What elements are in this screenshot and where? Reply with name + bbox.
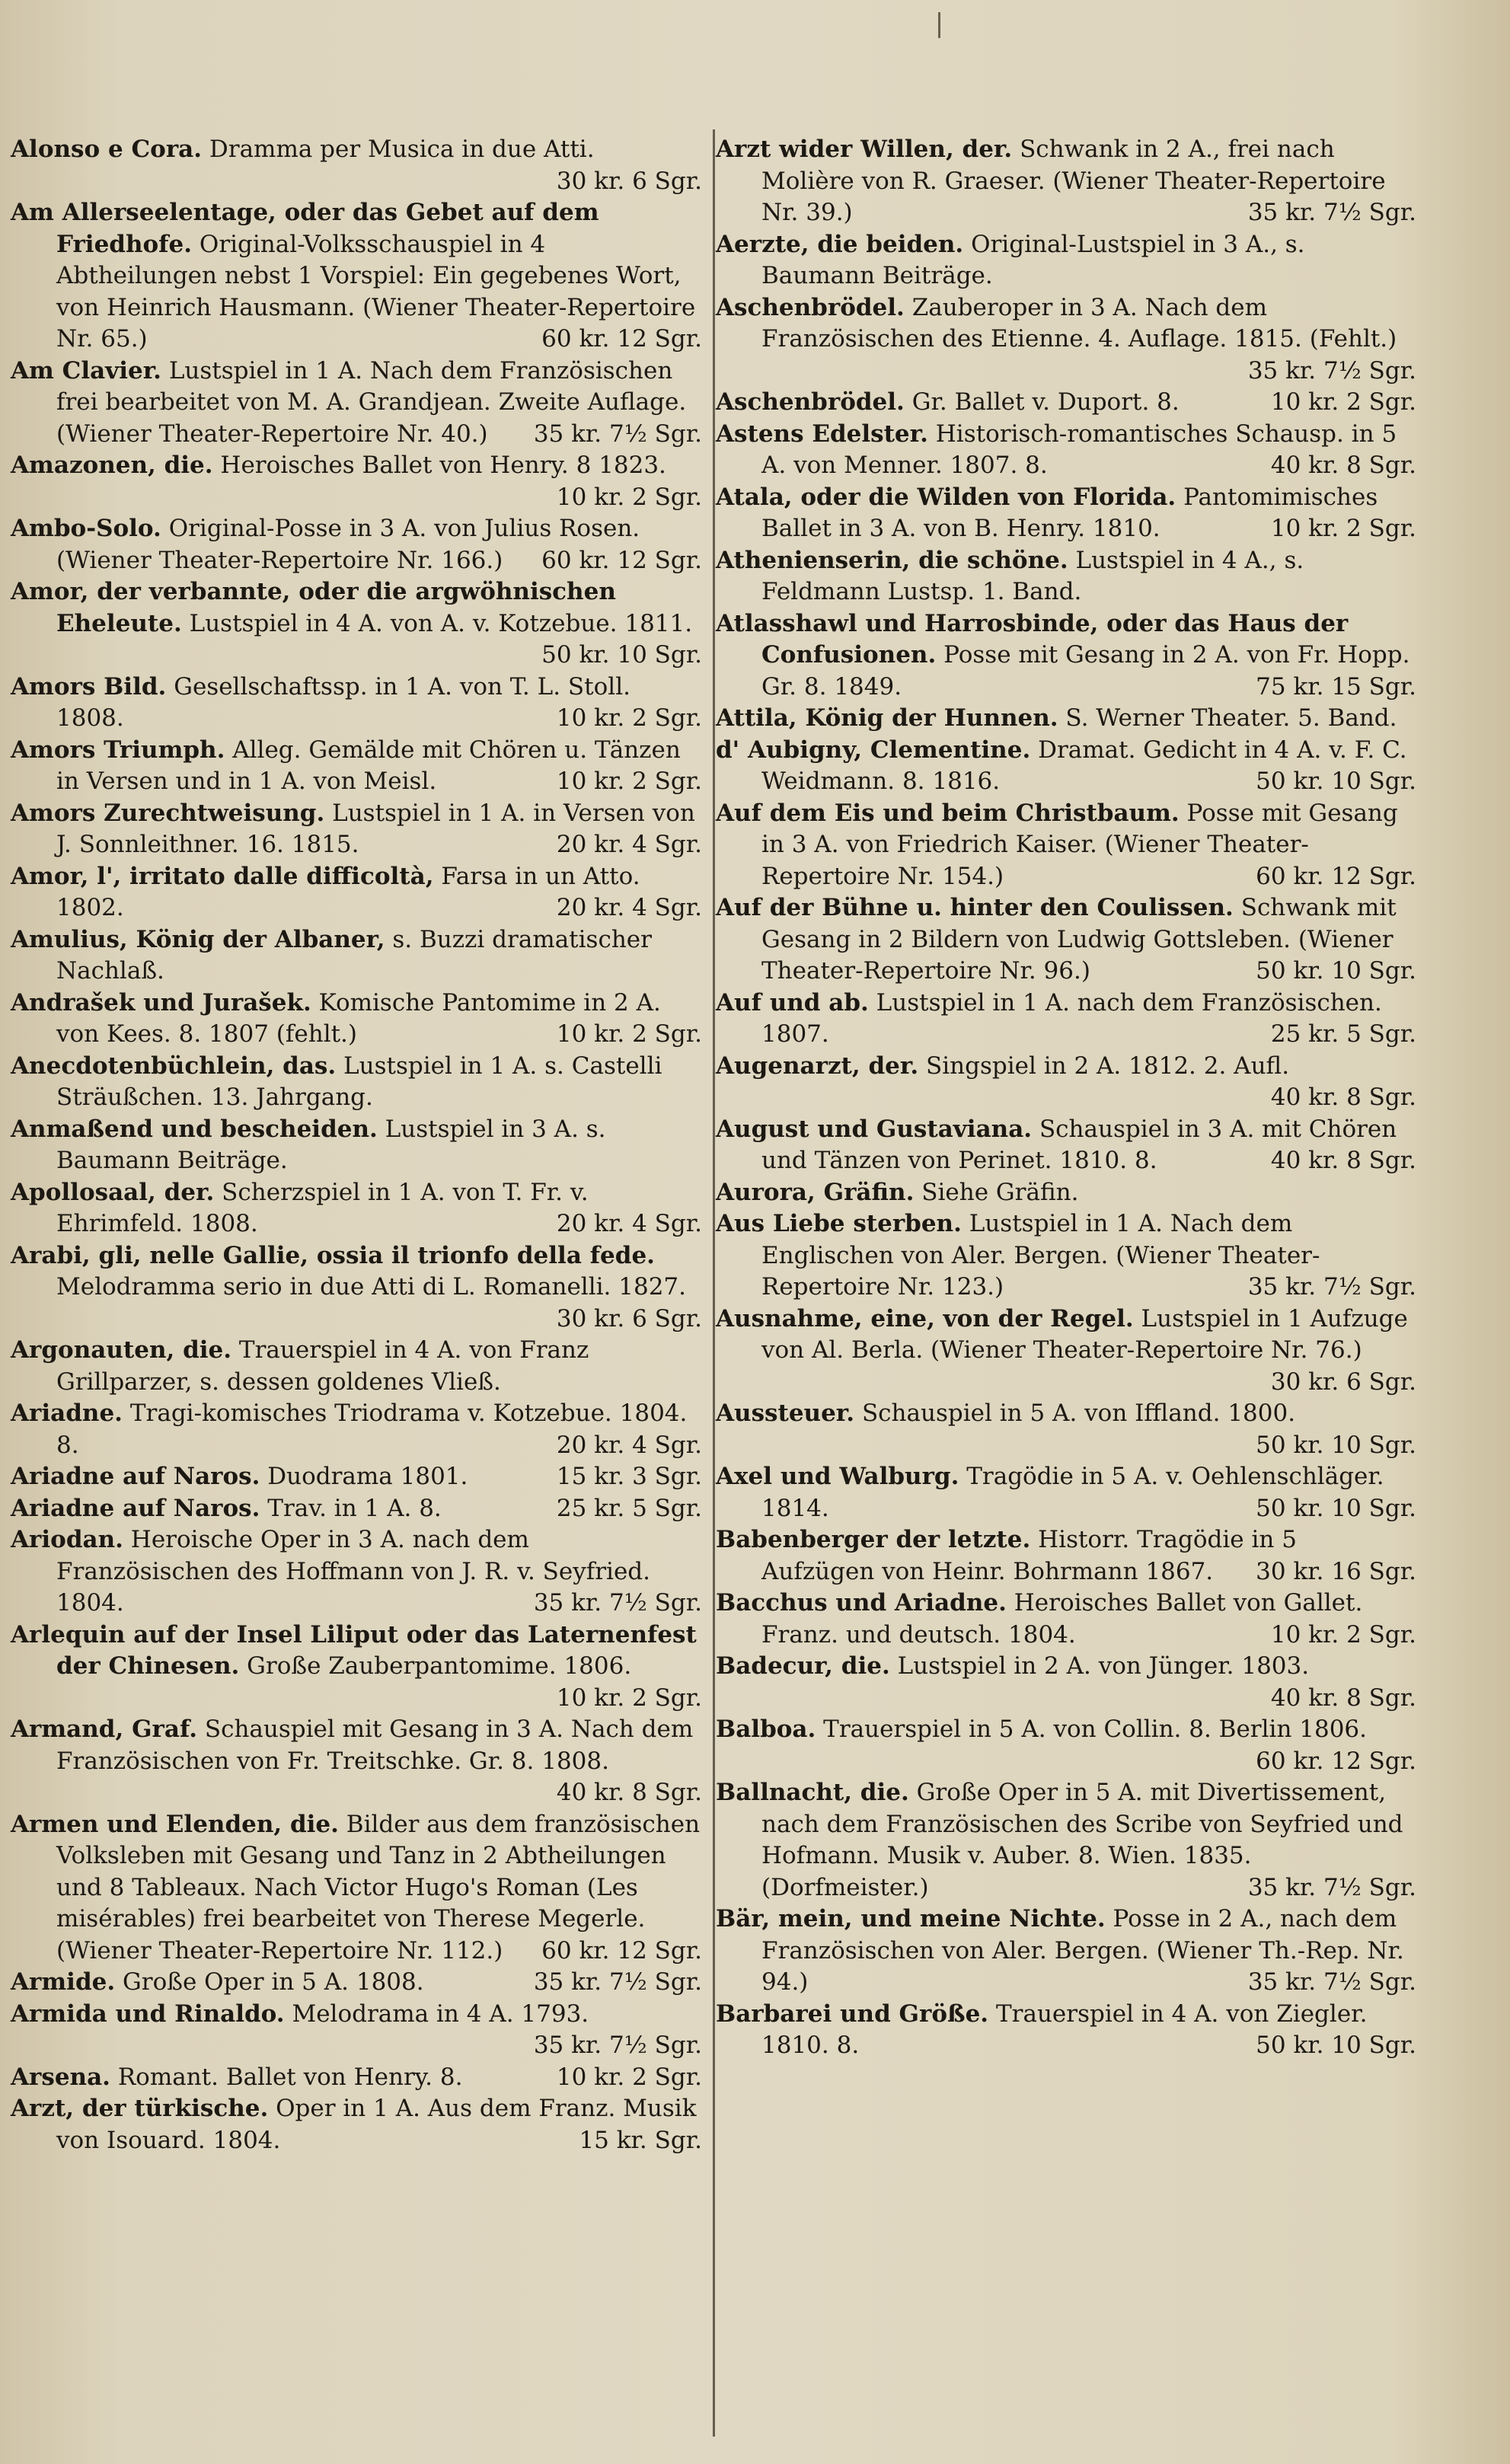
entry-title: Armand, Graf.: [11, 1716, 197, 1743]
entry-price: 50 kr. 10 Sgr.: [1256, 1494, 1416, 1522]
entry-title: Ausnahme, eine, von der Regel.: [716, 1304, 1134, 1333]
entry-description: Duodrama 1801.: [260, 1463, 468, 1490]
catalog-entry: [716, 545, 1416, 608]
entry-price: 50 kr. 10 Sgr.: [1256, 768, 1416, 795]
entry-price: 35 kr. 7½ Sgr.: [1247, 199, 1416, 226]
catalog-entry: [11, 1461, 702, 1493]
entry-price: 50 kr. 10 Sgr.: [1256, 1431, 1416, 1459]
entry-price: 30 kr. 6 Sgr.: [1270, 1368, 1416, 1396]
catalog-entry: [11, 1335, 702, 1398]
entry-description: Singspiel in 2 A. 1812. 2. Aufl.: [918, 1052, 1290, 1080]
entry-price: 35 kr. 7½ Sgr.: [1247, 356, 1416, 385]
entry-description: Historisch-romantisches Schausp. in 5 A. von Menner. 1807. 8.: [761, 420, 1397, 479]
entry-description: Schwank mit Gesang in 2 Bildern von Ludwig Gottsleben. (Wiener Theater-Repertoire Nr. 96.): [761, 894, 1397, 985]
entry-price: 60 kr. 12 Sgr.: [1256, 862, 1416, 890]
entry-description: s. Buzzi dramatischer Nachlaß.: [56, 925, 652, 985]
right-column: [716, 134, 1416, 2062]
entry-description: Melodramma serio in due Atti di L. Romanelli. 1827.: [56, 1273, 687, 1301]
entry-price: 10 kr. 2 Sgr.: [556, 483, 702, 511]
entry-title: Andrašek und Jurašek.: [11, 988, 311, 1017]
entry-price: 10 kr. 2 Sgr.: [1270, 515, 1416, 542]
entry-description: Große Oper in 5 A. mit Divertissement, nach dem Französischen des Scribe von Seyfried und Hofmann. Musik v. Auber. 8. Wien. 1835. (Dorfmeister.): [761, 1779, 1403, 1901]
entry-title: Armida und Rinaldo.: [11, 2000, 285, 2028]
catalog-entry: [11, 450, 702, 513]
entry-title: Aschenbrödel.: [716, 293, 905, 321]
catalog-entry: [716, 1051, 1416, 1114]
entry-price: 35 kr. 7½ Sgr.: [1247, 1873, 1416, 1901]
catalog-entry: [716, 1904, 1416, 1999]
entry-price: 40 kr. 8 Sgr.: [1270, 1084, 1416, 1111]
entry-title: Aschenbrödel.: [716, 388, 905, 416]
entry-price: 40 kr. 8 Sgr.: [1270, 1684, 1416, 1712]
entry-title: Balboa.: [716, 1716, 816, 1743]
catalog-entry: [716, 1777, 1416, 1904]
entry-description: Lustspiel in 2 A. von Jünger. 1803.: [889, 1652, 1310, 1680]
entry-title: Arsena.: [11, 2063, 110, 2091]
catalog-entry: [716, 1177, 1416, 1209]
entry-price: 40 kr. 8 Sgr.: [1270, 1147, 1416, 1174]
catalog-entry: [11, 1809, 702, 1968]
entry-price: 10 kr. 2 Sgr.: [556, 768, 702, 795]
entry-description: Original-Volksschauspiel in 4 Abtheilungen nebst 1 Vorspiel: Ein gegebenes Wort, von Heinrich Hausmann. (Wiener Theater-Repertoire Nr. 65.): [56, 230, 696, 353]
entry-price: 35 kr. 7½ Sgr.: [1247, 1968, 1416, 1996]
entry-price: 40 kr. 8 Sgr.: [1270, 452, 1416, 479]
entry-title: Attila, König der Hunnen.: [716, 704, 1058, 732]
entry-title: Am Clavier.: [11, 356, 161, 385]
entry-title: Aussteuer.: [716, 1400, 855, 1427]
catalog-entry: [11, 576, 702, 672]
catalog-entry: [716, 1714, 1416, 1777]
catalog-entry: [11, 1524, 702, 1620]
entry-description: Schauspiel in 3 A. mit Chören und Tänzen von Perinet. 1810. 8.: [761, 1115, 1397, 1174]
entry-price: 10 kr. 2 Sgr.: [1270, 388, 1416, 416]
catalog-entry: [11, 197, 702, 356]
catalog-entry: [716, 134, 1416, 229]
entry-description: Lustspiel in 1 A. Nach dem Französischen frei bearbeitet von M. A. Grandjean. Zweite Auflage. (Wiener Theater-Repertoire Nr. 40.): [56, 356, 687, 448]
entry-title: Bacchus und Ariadne.: [716, 1589, 1007, 1617]
entry-description: Gesellschaftssp. in 1 A. von T. L. Stoll. 1808.: [56, 672, 630, 732]
entry-price: 25 kr. 5 Sgr.: [1270, 1020, 1416, 1048]
entry-price: 10 kr. 2 Sgr.: [556, 704, 702, 732]
catalog-entry: [716, 1398, 1416, 1461]
entry-description: Original-Lustspiel in 3 A., s. Baumann Beiträge.: [761, 230, 1305, 289]
entry-description: Lustspiel in 1 A. nach dem Französischen. 1807.: [761, 988, 1382, 1048]
entry-description: Oper in 1 A. Aus dem Franz. Musik von Isouard. 1804.: [56, 2095, 697, 2154]
entry-description: Original-Posse in 3 A. von Julius Rosen. (Wiener Theater-Repertoire Nr. 166.): [56, 515, 640, 574]
top-mark: [938, 12, 940, 38]
entry-price: 50 kr. 10 Sgr.: [1256, 2032, 1416, 2059]
catalog-entry: [11, 134, 702, 197]
entry-description: Schwank in 2 A., frei nach Molière von R. Graeser. (Wiener Theater-Repertoire Nr. 39.): [761, 136, 1386, 226]
catalog-entry: [11, 1398, 702, 1461]
catalog-entry: [716, 387, 1416, 419]
entry-title: Amor, der verbannte, oder die argwöhnischen Eheleute.: [11, 578, 616, 637]
entry-price: 35 kr. 7½ Sgr.: [533, 1968, 702, 1996]
entry-title: Amazonen, die.: [11, 452, 213, 479]
entry-title: Amulius, König der Albaner,: [11, 925, 385, 953]
entry-description: Melodrama in 4 A. 1793.: [284, 2000, 589, 2028]
entry-description: Heroische Oper in 3 A. nach dem Französischen des Hoffmann von J. R. v. Seyfried. 1804.: [56, 1526, 650, 1617]
entry-title: Amor, l', irritato dalle difficoltà,: [11, 862, 434, 890]
entry-title: d' Aubigny, Clementine.: [716, 736, 1031, 764]
entry-description: Lustspiel in 1 A. in Versen von J. Sonnleithner. 16. 1815.: [56, 799, 695, 858]
entry-price: 10 kr. 2 Sgr.: [556, 1684, 702, 1712]
entry-description: Große Oper in 5 A. 1808.: [115, 1968, 424, 1996]
entry-title: Atala, oder die Wilden von Florida.: [716, 483, 1176, 511]
entry-description: Trauerspiel in 5 A. von Collin. 8. Berlin 1806.: [816, 1716, 1368, 1743]
catalog-entry: [11, 1493, 702, 1525]
catalog-entry: [11, 1240, 702, 1336]
entry-description: Trav. in 1 A. 8.: [260, 1494, 442, 1522]
catalog-entry: [716, 482, 1416, 545]
catalog-entry: [716, 1999, 1416, 2062]
entry-description: Lustspiel in 4 A., s. Feldmann Lustsp. 1. Band.: [761, 546, 1304, 605]
entry-title: Alonso e Cora.: [11, 136, 203, 163]
entry-price: 35 kr. 7½ Sgr.: [533, 1589, 702, 1617]
entry-title: Anecdotenbüchlein, das.: [11, 1052, 337, 1080]
catalog-entry: [11, 2062, 702, 2094]
catalog-entry: [11, 1999, 702, 2062]
entry-price: 20 kr. 4 Sgr.: [556, 1210, 702, 1237]
entry-description: Trauerspiel in 4 A. von Franz Grillparzer, s. dessen goldenes Vließ.: [56, 1336, 589, 1396]
entry-title: Ariadne auf Naros.: [11, 1463, 260, 1490]
entry-price: 30 kr. 6 Sgr.: [556, 1304, 702, 1333]
entry-title: Ariodan.: [11, 1526, 123, 1553]
entry-title: Amors Zurechtweisung.: [11, 799, 325, 827]
entry-description: Posse mit Gesang in 3 A. von Friedrich Kaiser. (Wiener Theater-Repertoire Nr. 154.): [761, 799, 1398, 890]
entry-description: Lustspiel in 3 A. s. Baumann Beiträge.: [56, 1115, 606, 1174]
entry-title: Auf der Bühne u. hinter den Coulissen.: [716, 894, 1234, 921]
entry-price: 50 kr. 10 Sgr.: [1256, 957, 1416, 985]
entry-description: Schauspiel mit Gesang in 3 A. Nach dem Französischen von Fr. Treitschke. Gr. 8. 1808.: [56, 1716, 694, 1775]
entry-description: Heroisches Ballet von Henry. 8 1823.: [212, 452, 666, 479]
catalog-entry: [716, 1651, 1416, 1714]
entry-description: Dramat. Gedicht in 4 A. v. F. C. Weidmann. 8. 1816.: [761, 736, 1407, 795]
entry-description: Scherzspiel in 1 A. von T. Fr. v. Ehrimfeld. 1808.: [56, 1178, 589, 1237]
entry-description: Historr. Tragödie in 5 Aufzügen von Heinr. Bohrmann 1867.: [761, 1526, 1297, 1585]
entry-price: 60 kr. 12 Sgr.: [541, 325, 702, 353]
entry-title: Ariadne.: [11, 1400, 123, 1427]
catalog-entry: [11, 1051, 702, 1114]
entry-title: Axel und Walburg.: [716, 1463, 959, 1490]
catalog-entry: [11, 513, 702, 576]
entry-price: 20 kr. 4 Sgr.: [556, 831, 702, 858]
entry-description: Lustspiel in 1 A. s. Castelli Sträußchen. 13. Jahrgang.: [56, 1052, 662, 1111]
entry-price: 30 kr. 16 Sgr.: [1256, 1557, 1416, 1585]
entry-title: Barbarei und Größe.: [716, 2000, 989, 2028]
entry-title: Arlequin auf der Insel Liliput oder das Laternenfest der Chinesen.: [11, 1620, 697, 1680]
entry-title: Arzt wider Willen, der.: [716, 136, 1013, 163]
catalog-entry: [716, 1588, 1416, 1651]
catalog-entry: [11, 356, 702, 451]
entry-description: Posse mit Gesang in 2 A. von Fr. Hopp. Gr. 8. 1849.: [761, 641, 1410, 701]
entry-title: Atlasshawl und Harrosbinde, oder das Haus der Confusionen.: [716, 609, 1349, 669]
catalog-entry: [716, 892, 1416, 988]
entry-price: 20 kr. 4 Sgr.: [556, 1431, 702, 1459]
entry-price: 35 kr. 7½ Sgr.: [1247, 1273, 1416, 1301]
entry-description: Lustspiel in 1 A. Nach dem Englischen von Aler. Bergen. (Wiener Theater-Repertoire Nr. 123.): [761, 1210, 1320, 1301]
catalog-entry: [716, 1461, 1416, 1524]
entry-price: 60 kr. 12 Sgr.: [541, 1936, 702, 1964]
catalog-entry: [11, 924, 702, 988]
catalog-entry: [11, 861, 702, 924]
catalog-entry: [716, 703, 1416, 735]
entry-price: 60 kr. 12 Sgr.: [541, 546, 702, 574]
entry-price: 75 kr. 15 Sgr.: [1256, 672, 1416, 701]
entry-title: Aurora, Gräfin.: [716, 1178, 915, 1206]
entry-description: S. Werner Theater. 5. Band.: [1058, 704, 1397, 732]
entry-price: 20 kr. 4 Sgr.: [556, 894, 702, 921]
entry-description: Schauspiel in 5 A. von Iffland. 1800.: [854, 1400, 1296, 1427]
catalog-entry: [11, 672, 702, 735]
entry-description: Farsa in un Atto. 1802.: [56, 862, 640, 921]
entry-description: Komische Pantomime in 2 A. von Kees. 8. 1807 (fehlt.): [56, 988, 661, 1048]
catalog-entry: [11, 1114, 702, 1177]
entry-price: 30 kr. 6 Sgr.: [556, 167, 702, 195]
entry-description: Romant. Ballet von Henry. 8.: [110, 2063, 463, 2091]
entry-price: 10 kr. 2 Sgr.: [556, 2063, 702, 2091]
entry-price: 10 kr. 2 Sgr.: [556, 1020, 702, 1048]
entry-title: Argonauten, die.: [11, 1336, 232, 1364]
entry-title: Armide.: [11, 1968, 116, 1996]
catalog-entry: [11, 1620, 702, 1715]
entry-description: Posse in 2 A., nach dem Französischen von Aler. Bergen. (Wiener Th.-Rep. Nr. 94.): [761, 1905, 1404, 1996]
catalog-entry: [716, 1208, 1416, 1304]
entry-description: Tragödie in 5 A. v. Oehlenschläger. 1814.: [761, 1463, 1384, 1522]
catalog-entry: [11, 988, 702, 1051]
entry-title: Am Allerseelentage, oder das Gebet auf dem Friedhofe.: [11, 199, 599, 258]
column-divider: [713, 129, 715, 2437]
entry-title: Babenberger der letzte.: [716, 1526, 1031, 1553]
entry-description: Große Zauberpantomime. 1806.: [239, 1652, 632, 1680]
catalog-entry: [716, 608, 1416, 704]
entry-description: Dramma per Musica in due Atti.: [202, 136, 595, 163]
entry-description: Pantomimisches Ballet in 3 A. von B. Henry. 1810.: [761, 483, 1378, 542]
entry-title: Badecur, die.: [716, 1652, 890, 1680]
entry-title: Amors Triumph.: [11, 736, 225, 764]
entry-title: Amors Bild.: [11, 672, 167, 701]
catalog-entry: [716, 229, 1416, 292]
entry-description: Zauberoper in 3 A. Nach dem Französischen des Etienne. 4. Auflage. 1815. (Fehlt.): [761, 293, 1397, 353]
catalog-entry: [716, 1304, 1416, 1399]
entry-title: Athenienserin, die schöne.: [716, 546, 1068, 574]
entry-title: Augenarzt, der.: [716, 1052, 919, 1080]
entry-description: Bilder aus dem französischen Volksleben mit Gesang und Tanz in 2 Abtheilungen und 8 Tableaux. Nach Victor Hugo's Roman (Les misérables) frei bearbeitet von Therese Megerle. (Wiener Theater-Repertoire Nr. 112.): [56, 1810, 701, 1964]
catalog-entry: [11, 1714, 702, 1809]
entry-title: Ambo-Solo.: [11, 515, 161, 542]
entry-title: Auf und ab.: [716, 988, 869, 1017]
entry-title: Aerzte, die beiden.: [716, 230, 964, 258]
entry-title: Arzt, der türkische.: [11, 2095, 269, 2122]
entry-title: Bär, mein, und meine Nichte.: [716, 1905, 1106, 1933]
catalog-entry: [716, 1524, 1416, 1588]
catalog-entry: [716, 735, 1416, 798]
catalog-entry: [716, 988, 1416, 1051]
entry-title: Ballnacht, die.: [716, 1779, 909, 1806]
catalog-entry: [716, 292, 1416, 388]
entry-title: August und Gustaviana.: [716, 1115, 1033, 1143]
catalog-entry: [11, 1177, 702, 1240]
entry-price: 10 kr. 2 Sgr.: [1270, 1620, 1416, 1649]
entry-title: Anmaßend und bescheiden.: [11, 1115, 378, 1143]
entry-price: 25 kr. 5 Sgr.: [556, 1494, 702, 1522]
entry-title: Apollosaal, der.: [11, 1178, 215, 1206]
entry-price: 50 kr. 10 Sgr.: [541, 641, 702, 669]
catalog-entry: [11, 1967, 702, 1999]
catalog-entry: [11, 798, 702, 861]
left-column: [11, 134, 702, 2156]
catalog-entry: [11, 2093, 702, 2156]
entry-price: 60 kr. 12 Sgr.: [1256, 1747, 1416, 1775]
catalog-entry: [11, 735, 702, 798]
entry-price: 15 kr. 3 Sgr.: [556, 1463, 702, 1490]
entry-title: Astens Edelster.: [716, 420, 928, 448]
entry-price: 35 kr. 7½ Sgr.: [533, 2032, 702, 2059]
entry-title: Arabi, gli, nelle Gallie, ossia il trionfo della fede.: [11, 1241, 655, 1269]
entry-description: Lustspiel in 1 Aufzuge von Al. Berla. (Wiener Theater-Repertoire Nr. 76.): [761, 1304, 1408, 1364]
entry-title: Aus Liebe sterben.: [716, 1210, 962, 1237]
entry-description: Tragi-komisches Triodrama v. Kotzebue. 1804. 8.: [56, 1400, 688, 1459]
entry-description: Siehe Gräfin.: [914, 1178, 1079, 1206]
entry-description: Gr. Ballet v. Duport. 8.: [904, 388, 1180, 416]
entry-price: 35 kr. 7½ Sgr.: [533, 420, 702, 448]
entry-title: Auf dem Eis und beim Christbaum.: [716, 799, 1180, 827]
entry-price: 40 kr. 8 Sgr.: [556, 1779, 702, 1806]
entry-description: Trauerspiel in 4 A. von Ziegler. 1810. 8.: [761, 2000, 1368, 2059]
entry-description: Alleg. Gemälde mit Chören u. Tänzen in Versen und in 1 A. von Meisl.: [56, 736, 681, 795]
entry-description: Heroisches Ballet von Gallet. Franz. und deutsch. 1804.: [761, 1589, 1363, 1649]
catalog-entry: [716, 1114, 1416, 1177]
catalog-entry: [716, 798, 1416, 893]
entry-title: Ariadne auf Naros.: [11, 1494, 260, 1522]
entry-description: Lustspiel in 4 A. von A. v. Kotzebue. 1811.: [181, 609, 693, 637]
catalog-entry: [716, 419, 1416, 482]
entry-price: 15 kr. Sgr.: [579, 2126, 702, 2154]
entry-title: Armen und Elenden, die.: [11, 1810, 339, 1838]
